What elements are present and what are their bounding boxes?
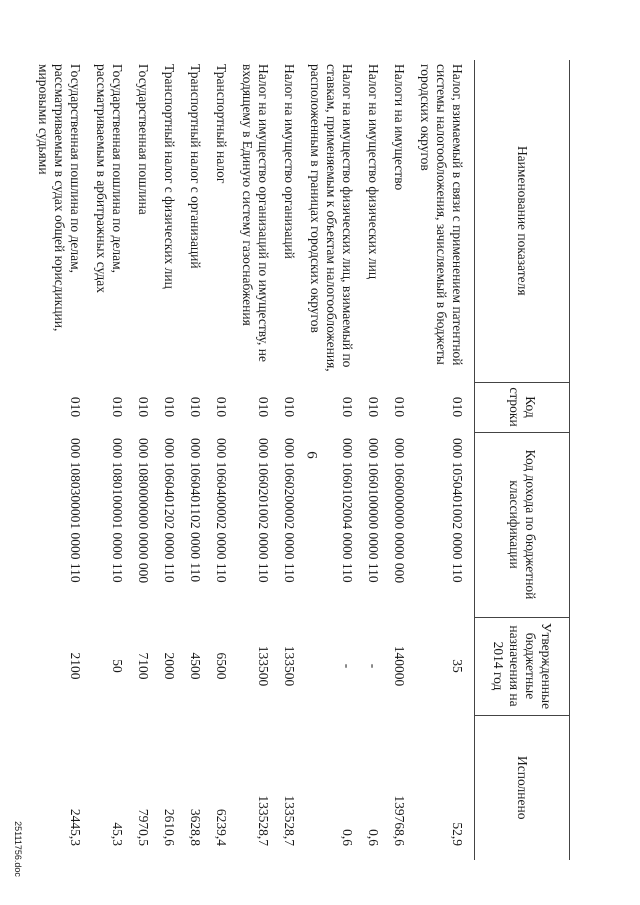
row-line-code: 010 [366, 396, 381, 418]
table-row [298, 60, 356, 860]
row-executed: 45,3 [110, 822, 125, 846]
row-approved: 2100 [68, 652, 83, 680]
row-approved: 4500 [188, 652, 203, 680]
row-name: Налог, взимаемый в связи с применением патентной системы налогообложения, зачисляемый в бюджеты городских округов [418, 64, 465, 366]
table-header-row [475, 60, 570, 860]
row-income-code: 000 1080300001 0000 110 [68, 438, 83, 583]
row-line-code: 010 [282, 396, 297, 418]
row-income-code: 000 1080100001 0000 110 [110, 438, 125, 583]
row-income-code: 000 1080000000 0000 000 [136, 438, 151, 584]
table-body [26, 60, 475, 860]
row-income-code: 000 1060000000 0000 000 [392, 438, 407, 584]
table-row [126, 60, 152, 860]
header-line-code: Код строки [475, 382, 570, 432]
row-line-code: 010 [162, 396, 177, 418]
table-row [382, 60, 408, 860]
header-executed: Исполнено [475, 715, 570, 860]
row-executed: 133528,7 [256, 795, 271, 846]
row-name: Налоги на имущество [392, 64, 407, 191]
row-line-code: 010 [256, 396, 271, 418]
row-income-code: 000 1060200002 0000 110 [282, 438, 297, 583]
table-row [178, 60, 204, 860]
table-row [356, 60, 382, 860]
header-name: Наименование показателя [475, 60, 570, 382]
row-income-code: 000 1060100000 0000 110 [366, 438, 381, 583]
budget-table [26, 60, 570, 860]
row-approved: 35 [450, 659, 465, 673]
row-executed: 139768,6 [392, 795, 407, 846]
row-name: Налог на имущество организаций по имуществу, не входящему в Единую систему газоснабжения [240, 64, 271, 363]
row-line-code: 010 [214, 396, 229, 418]
table-row [26, 60, 84, 860]
row-income-code: 000 1060102004 0000 110 [340, 438, 355, 583]
row-name: Налог на имущество организаций [282, 64, 297, 259]
table-row [230, 60, 272, 860]
row-approved: 50 [110, 659, 125, 673]
row-name: Транспортный налог [214, 64, 229, 184]
row-approved: - [366, 663, 381, 669]
row-line-code: 010 [110, 396, 125, 418]
header-approved: Утвержденные бюджетные назначения на 2014 год [475, 617, 570, 715]
row-approved: 6500 [214, 652, 229, 680]
document-footer-id: 25111756.doc [13, 821, 23, 877]
row-executed: 7970,5 [136, 808, 151, 846]
row-name: Государственная пошлина по делам, рассматриваемым в судах общей юрисдикции, мировыми судьями [36, 64, 83, 332]
table-row [152, 60, 178, 860]
row-name: Транспортный налог с физических лиц [162, 64, 177, 289]
row-line-code: 010 [450, 396, 465, 418]
row-line-code: 010 [340, 396, 355, 418]
row-name: Налог на имущество физических лиц [366, 64, 381, 280]
row-approved: - [340, 663, 355, 669]
row-executed: 0,6 [366, 829, 381, 846]
row-approved: 133500 [282, 645, 297, 687]
table-row [408, 60, 475, 860]
row-line-code: 010 [188, 396, 203, 418]
row-income-code: 000 1060400002 0000 110 [214, 438, 229, 583]
row-income-code: 000 1050401002 0000 110 [450, 438, 465, 583]
row-approved: 133500 [256, 645, 271, 687]
row-name: Транспортный налог с организаций [188, 64, 203, 269]
row-line-code: 010 [136, 396, 151, 418]
row-income-code: 000 1060401102 0000 110 [188, 438, 203, 583]
row-executed: 0,6 [340, 829, 355, 846]
table-row [84, 60, 126, 860]
row-approved: 2000 [162, 652, 177, 680]
row-executed: 2445,3 [68, 808, 83, 846]
row-income-code: 000 1060401202 0000 110 [162, 438, 177, 583]
row-name: Налог на имущество физических лиц, взимаемый по ставкам, применяемым к объектам налогообложения, расположенным в границах городских округов [308, 64, 355, 372]
row-line-code: 010 [392, 396, 407, 418]
row-executed: 2610,6 [162, 808, 177, 846]
row-approved: 140000 [392, 645, 407, 687]
row-line-code: 010 [68, 396, 83, 418]
page-number: 6 [303, 451, 320, 459]
row-name: Государственная пошлина по делам, рассматриваемым в арбитражных судах [94, 64, 125, 294]
row-executed: 133528,7 [282, 795, 297, 846]
row-executed: 3628,8 [188, 808, 203, 846]
row-executed: 52,9 [450, 822, 465, 846]
row-name: Государственная пошлина [136, 64, 151, 215]
row-approved: 7100 [136, 652, 151, 680]
row-executed: 6239,4 [214, 808, 229, 846]
row-income-code: 000 1060201002 0000 110 [256, 438, 271, 583]
table-row [272, 60, 298, 860]
table-row [204, 60, 230, 860]
header-income-code: Код дохода по бюджетной классификации [475, 432, 570, 617]
